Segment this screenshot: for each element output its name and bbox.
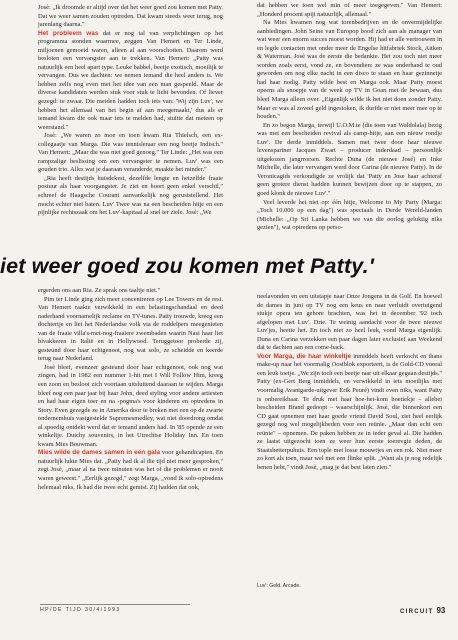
paragraph-text: neelavonden en een uitstapje naar Onze Jongens in de Golf. En hoewel de dames in juni op TV nog een keus en naar verluidt overtuigend stukje opera ten gehore brachten, was het in december '92 toch afgelopen met Luv'. Drie. Te weinig aandacht voor de twee nieuwe Luv'jes, heette het. En toch niet zo heel leuk, vond Marga eigenlijk. Duna en Carina verzekken een paar dagen later exclusief aan Weekend dat te dachten aan een come-back. bbox=[257, 293, 442, 352]
paragraph-text: dat hebben we toen wel min of meer toegegeven." Van Hemert: „Honderd procent spijt natuurlijk, allemaal." bbox=[257, 2, 442, 18]
column-right-bottom bbox=[257, 293, 442, 472]
paragraph bbox=[257, 353, 442, 473]
paragraph-lead-in: Voor Marga, die haar winkeltje bbox=[257, 352, 352, 360]
page-number: 93 bbox=[436, 606, 446, 615]
column-left-bottom bbox=[38, 287, 223, 492]
column-right-top bbox=[257, 2, 442, 233]
footer-rule bbox=[40, 604, 190, 605]
paragraph-text: Pim ter Linde ging zich meer concentreren op Lee Towers en de rest. Van Hemert raakte verwikkeld in een belastingschandaal en deed naderhand voornamelijk reclame en TV-tunes. Patty trouwde, kreeg een dochtertje en liet het Nederlandse volk via de roddelpers meegenieten van de fraaie villa's-met-nog-fraaiere zwembaden waarin Nasi haar liet bivakkeren in Italië en in Hollywood. Teruggetoor proberde zij, gesteund door haar echtgenoot, nog wat solo, ze scheidde en keerde terug naar Nederland. bbox=[38, 295, 223, 363]
paragraph-text: ergerden ons aan Ria. Ze sprak ons taaltje niet." bbox=[38, 287, 161, 294]
paragraph bbox=[38, 30, 223, 133]
paragraph-lead-in: Mies wilde de dames samen in een gala bbox=[38, 449, 161, 457]
paragraph bbox=[38, 175, 223, 218]
paragraph-text: „Ria heeft destijds huisdekest, dezelfde lengte en hetzelfde fraaie postuur als haar voorgangster. Je ziet en hoort geen enkel verschil," schreef de Haagsche Courant aanvankelijk nog geruststellend. Het mocht echter niet baten. Luv' Twee was na een bescheiden hitje en een pijnlijke rechtszaak om het Luv'-kapitaal al snel ter ziele. Josè: „We bbox=[38, 174, 223, 217]
paragraph-text: inmiddels heeft verkocht en thans make-up naar het voormalig Oostblok exporteert, is de Gold-CD vooral een leuk toetje. „We zijn toch een beetje raar uit elkaar gegaan destijds." Patty (ex-Gert Berg inmiddels, en verwikkeld in iets moeilijks met voormalig Avantgarde-uitgever Erik Peuré) vindt even niks, want Patty is onbereikbaar. Te druk met haar hoe-het-kom boetiekje – allebei bescheiden Brand gedoopt – waarschijnlijk. Josè, die binnenkort een CD gaat opnemen met haar goede vriend David Soul, ziet heel eerlijk gezegd nog wel mogelijkheden voor een reünie. „Maar dan echt een reünie" – opnemen. De paken hebben ze in ieder geval al. Die hadden ze laatst uitgezocht toen ze weer hun eerste toerevgie deden, de Staatsbetterpuhuis. Een tople met losse mouwtjes en een rok. Niet meer zo kort als toen, maar wel met een flinke split. „Want als je nog redelijk benen hebt," vindt Josè, „mag je dat best laten zien." bbox=[257, 352, 442, 471]
footer-section-label: CIRCUIT bbox=[400, 609, 434, 615]
paragraph bbox=[257, 293, 442, 353]
paragraph bbox=[38, 296, 223, 364]
paragraph-lead-in: Het probleem was bbox=[38, 29, 99, 37]
paragraph bbox=[38, 132, 223, 175]
paragraph bbox=[257, 2, 442, 19]
paragraph-text: En zo begon Marga, terwijl U.O.M.te (die toen van Waldolala) bezig was met een bescheiden revival als camp-hitje, aan een nieuw rondje Luv'. De derde inmiddels. Samen met twee door haar nieuwe levenspartner Jacques Zwart – producer inderdaad – persoonlijk uitgekozen jangrrorsen. Rechte Duna (de nieuwe José) en Inke Michelle, die later vervangen werd door Carina (de nieuwe Patty). In de Veronicagids verkondigde ze vrolijk dat 'Patty en Jose haar achteraf geen grotere dienst hadden kunnen bewijzen door op te stappen, zo goed klonk de nieuwe Luv'." bbox=[257, 121, 442, 198]
paragraph bbox=[38, 287, 223, 296]
paragraph-text: dat er nog tal van verplichtingen op het programma stonden waarmee, zeggen Van Hemert en Ter Linde, miljoenen gemoeid waren, alleen al aan voorschotten. Daarom werd besloten een vervangster aan te trekken. Van Hemert: „Patty was natuurlijk een heel apart type. Leuke babbel, beetje exotisch, moeilijk te vervangen. Dus we dachten: we nemen iemand die heel anders is. We hebben zelfs nog even met het idee van een man gespeeld. Maar de diverse kandidaten werden stuk voor stuk te licht bevonden. Of liever gezegd: te zwaar. Die meiden hadden toch iets van: 'Wij zijn Luv', we hebben het allemaal van het begin af aan meegemaakt,' dus als er iemand kwam die ook maar iets te melden had, stuitte dat meteen op weerstand." bbox=[38, 29, 223, 131]
paragraph bbox=[257, 122, 442, 199]
footer-publication: HP/DE TIJD 30/4/1993 bbox=[40, 607, 121, 613]
footer-section bbox=[400, 606, 445, 615]
paragraph-text: voor gehandicapten. En natuurlijk lukte Mies dat. „Patty had ik al die tijd niet meer gesproken," zegt Josè, „maar al na twee minuten was het of die problemen er nooit waren geweest." „Eerlijk gezegd," zegt Marga, „vond ik solo-optredens helemaal niks. Ik had die twee echt gemist. Zij hadden dat ook, bbox=[38, 449, 223, 491]
column-left-top bbox=[38, 4, 223, 218]
paragraph-text: Veel leverde het niet op: één hitje, Welcome to My Party (Marga: „Toch 10.000 op een dag") was speciaals in Derde Wereld-landen (Michelle: „Op Sri Lanka hebben we van die oorlog geluktig niks gezien"), wat optredens op perso- bbox=[257, 198, 442, 232]
photo-caption: Luv': Geld. Arcade. bbox=[257, 583, 301, 589]
paragraph bbox=[257, 19, 442, 122]
pull-quote: iet weer goed zou komen met Patty.' bbox=[0, 254, 374, 278]
paragraph-text: Josè: „Ik droomde er altijd over dat het weer goed zou komen met Patty. Dat we weer samen zouden optreden. Dat kwam steeds weer terug, nog jarenlang daarna." bbox=[38, 4, 223, 29]
paragraph bbox=[38, 4, 223, 30]
paragraph bbox=[38, 449, 223, 492]
paragraph-text: Josè: „We waren zo moe en toen kwam Ria Thielsch, een ex-collegaatje van Marga. Die was tennisleraar een nog beetje Indisch." Van Hemert: „Maar die was niet goed genoeg." Ter Linde: „Het was een rampzalige beslissing om een vervangster te nemen. Luv' was een gouden trio. Alles wat je daaraan veranderde, maakte het minder." bbox=[38, 132, 223, 174]
paragraph-text: Josè bleef, evenzeer gesteund door haar echtgenoot, ook nog wat zingen, had in 1982 een nummer 1-hit met I Will Follow Him, kreeg een zoon en besloot zich voortaan uitsluitend daaraan te wijden. Marga bleef nog een paar jaar bij haar John, deed styling voor andere artiesten en had haar eigen toer en na -pogma's voor kinderen en optredens in Story. Even gezegde ze in Amerika door te breken met een op de zwarte ondernemhuis vastgestelde Supremesmedley, wat niet doordrong omdat al spoedig ontdekt werd dat er iemand anders had. In '85 opende ze een winkeltje. Dutchy souvenirs, in het Utrechtse Holiday Inn. En toen kwam Mies Bouwman. bbox=[38, 363, 223, 448]
paragraph bbox=[257, 199, 442, 233]
paragraph-text: Na Mies kwamen nog wat torenbedrijven en de onvermijdelijke aanbiedingen. John Seine van Europop bood zich aan als manager van wat weer een enorm succes moest worden. Hij had er alle vertrouwen in en legde contacten met onder meer de Engelse hitfabriek Stock, Aitken & Waterman. Josè was de eerste die bedankte. Het zou toch niet meer worden zoals eerst, vond ze, en bovendien: ze was onderhand te oud geworden om nog elke nacht in een disco te staan en haar gezinnetje had haar nodig. Patty wilde best en Marga ook. Maar Patty moest opeens als snoepje van de week op TV in Goan met de bewaan, dus bleef Marga alleen over. „Eigenlijk wilde ik het niet doen zonder Patty. Maar er was al zoveel geld ingestoken, ik durfde er niet meer mee op te houden." bbox=[257, 19, 442, 121]
paragraph bbox=[38, 364, 223, 449]
